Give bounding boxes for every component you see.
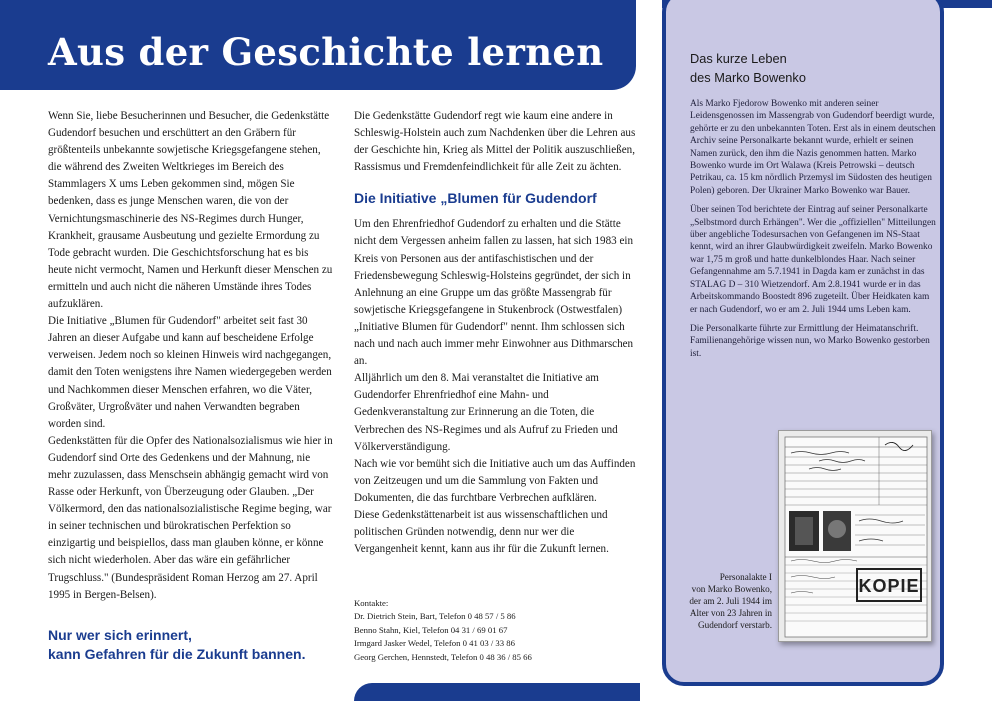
caption-line: der am 2. Juli 1944 im — [689, 596, 772, 607]
sidebar-paragraph: Als Marko Fjedorow Bowenko mit anderen seiner Leidensgenossen im Massengrab von Gudendorf beerdigt wurde, gehörte er zu den unbekannten Toten. Erst als in einem deutschen Archiv seine Personalkarte bekannt wurde, erhielt er seinen Namen zurück, den ihm die Nazis genommen hatten. Marko Bowenko wurde im Ort Walawa (Kreis Petrowski – deutsch Petrikau, ca. 15 km nördlich Przemysl im Südosten des heutigen Polen) geboren. Der Ukrainer Marko Bowenko war Bauer. — [690, 99, 936, 196]
slogan — [48, 626, 333, 664]
personnel-card-photo — [778, 430, 932, 642]
left-paragraph: Die Initiative „Blumen für Gudendorf" arbeitet seit fast 30 Jahren an dieser Aufgabe und kann auf bescheidene Erfolge verweisen. Jedem noch so kleinen Hinweis wird nachgegangen, damit den Toten wenigstens ihre Namen wiedergegeben werden und Nachkommen dieser Menschen erfahren, wo die Väter, Großväter, Urgroßväter und nahen Verwandten begraben worden sind. — [48, 315, 332, 430]
contact-line: Dr. Dietrich Stein, Bart, Telefon 0 48 57 / 5 86 — [354, 611, 516, 622]
slogan-line: Nur wer sich erinnert, — [48, 627, 192, 643]
caption-line: Alter von 23 Jahren in — [689, 608, 772, 619]
sidebar-title-line: Das kurze Leben — [690, 51, 787, 66]
middle-paragraph: Diese Gedenkstättenarbeit ist aus wissenschaftlichen und politischen Gründen notwendig, denn nur wer die Vergangenheit kennt, kann aus ihr für die Zukunft lernen. — [354, 508, 609, 556]
sidebar-title — [690, 49, 930, 87]
kopie-stamp: KOPIE — [858, 576, 920, 596]
contact-line: Georg Gerchen, Hennstedt, Telefon 0 48 36 / 85 66 — [354, 651, 532, 662]
middle-column — [354, 108, 638, 558]
caption-line: Personalakte I — [719, 572, 772, 582]
caption-line: von Marko Bowenko, — [691, 584, 772, 595]
contacts-label: Kontakte: — [354, 598, 389, 608]
section-heading: Die Initiative „Blumen für Gudendorf — [354, 190, 597, 207]
intro-paragraph: Die Gedenkstätte Gudendorf regt wie kaum eine andere in Schleswig-Holstein auch zum Nachdenken über die Lehren aus der Geschichte hin, Krieg als Mittel der Politik auszuschließen, Rassismus und Fremdenfeindlichkeit für alle Zeit zu ächten. — [354, 110, 636, 174]
left-paragraph: Gedenkstätten für die Opfer des Nationalsozialismus wie hier in Gudendorf sind Orte des Gedenkens und der Mahnung, nie mehr zuzulassen, dass Menschsein abhängig gemacht wird von Rasse oder Herkunft, von Überzeugung oder Glauben. „Der Völkermord, den das nationalsozialistische Regime beging, war in seiner technischen und bürokratischen Perfektion so einzigartig und beispiellos, dass man glauben könne, er könne sich nicht wiederholen. Aber das wäre ein gefährlicher Trugschluss." (Bundespräsident Roman Herzog am 27. April 1995 in Bergen-Belsen). — [48, 434, 333, 601]
sidebar-paragraph: Die Personalkarte führte zur Ermittlung der Heimatanschrift. Familienangehörige wissen nun, wo Marko Bowenko gestorben ist. — [690, 323, 930, 359]
middle-paragraph: Nach wie vor bemüht sich die Initiative auch um das Auffinden von Zeitzeugen und um die Sammlung von Fakten und Dokumenten, die das furchtbare Verbrechen aufklären. — [354, 457, 636, 504]
photo-caption — [676, 571, 772, 631]
left-column — [48, 108, 333, 604]
header-band — [0, 0, 636, 90]
sidebar-text — [690, 98, 936, 367]
left-paragraph: Wenn Sie, liebe Besucherinnen und Besucher, die Gedenkstätte Gudendorf besuchen und erschüttert an den Gräbern für größtenteils unbekannte sowjetische Kriegsgefangene stehen, die während des Zweiten Weltkrieges im Bereich des Stammlagers X ums Leben gekommen sind, mögen Sie bedenken, dass es junge Menschen waren, die von der Vernichtungsmaschinerie des NS-Regimes durch Hunger, Krankheit, grausame Ausbeutung und gezielte Ermordung zu Tode gebracht wurden. Die Geschichtsforschung hat es bis heute nicht vermocht, Namen und Herkunft dieser Menschen zu ermitteln und auch nicht die näheren Umstände ihres Todes aufzuklären. — [48, 110, 333, 311]
sidebar-title-line: des Marko Bowenko — [690, 70, 806, 85]
contact-line: Benno Stahn, Kiel, Telefon 04 31 / 69 01 67 — [354, 624, 508, 635]
middle-paragraph: Um den Ehrenfriedhof Gudendorf zu erhalten und die Stätte nicht dem Vergessen anheim fallen zu lassen, hat sich 1983 ein Kreis von Personen aus der antifaschistischen und der Friedensbewegung Schleswig-Holsteins gegründet, der sich in Anlehnung an eine Gruppe um das größte Massengrab für sowjetische Kriegsgefangene in Stukenbrock (Ostwestfalen) „Initiative Blumen für Gudendorf" nennt. Ihm schlossen sich nach und nach auch immer mehr Einwohner aus Dithmarschen an. — [354, 218, 634, 368]
contact-line: Irmgard Jasker Wedel, Telefon 0 41 03 / 33 86 — [354, 638, 515, 649]
bottom-band — [354, 683, 640, 701]
middle-paragraph: Alljährlich um den 8. Mai veranstaltet die Initiative am Gudendorfer Ehrenfriedhof eine Mahn- und Gedenkveranstaltung zur Erinnerung an die Toten, die Verbrechen des NS-Regimes und als Aufruf zu Frieden und Völkerverständigung. — [354, 372, 618, 453]
slogan-line: kann Gefahren für die Zukunft bannen. — [48, 646, 306, 662]
caption-line: Gudendorf verstarb. — [698, 620, 772, 631]
contacts-block — [354, 597, 638, 664]
page-title: Aus der Geschichte lernen — [48, 30, 604, 74]
personnel-card-image — [779, 431, 932, 642]
sidebar-paragraph: Über seinen Tod berichtete der Eintrag auf seiner Personalkarte „Selbstmord durch Erhängen". Wer die „offiziellen" Mitteilungen über angebliche Todesursachen von Gefangenen im NS-Staat kennt, wird an ihrer Glaubwürdigkeit zweifeln. Marko Bowenko war 1,75 m groß und hatte dunkelblondes Haar. Nach seiner Gefangennahme am 5.7.1941 in Dagda kam er zunächst in das STALAG D – 310 Wietzendorf. Am 2.8.1941 wurde er in das Arbeitskommando Boostedt 896 zugeteilt. Über Heidkaten kam er nach Gudendorf, wo er am 2. Juli 1944 ums Leben kam. — [690, 205, 936, 315]
